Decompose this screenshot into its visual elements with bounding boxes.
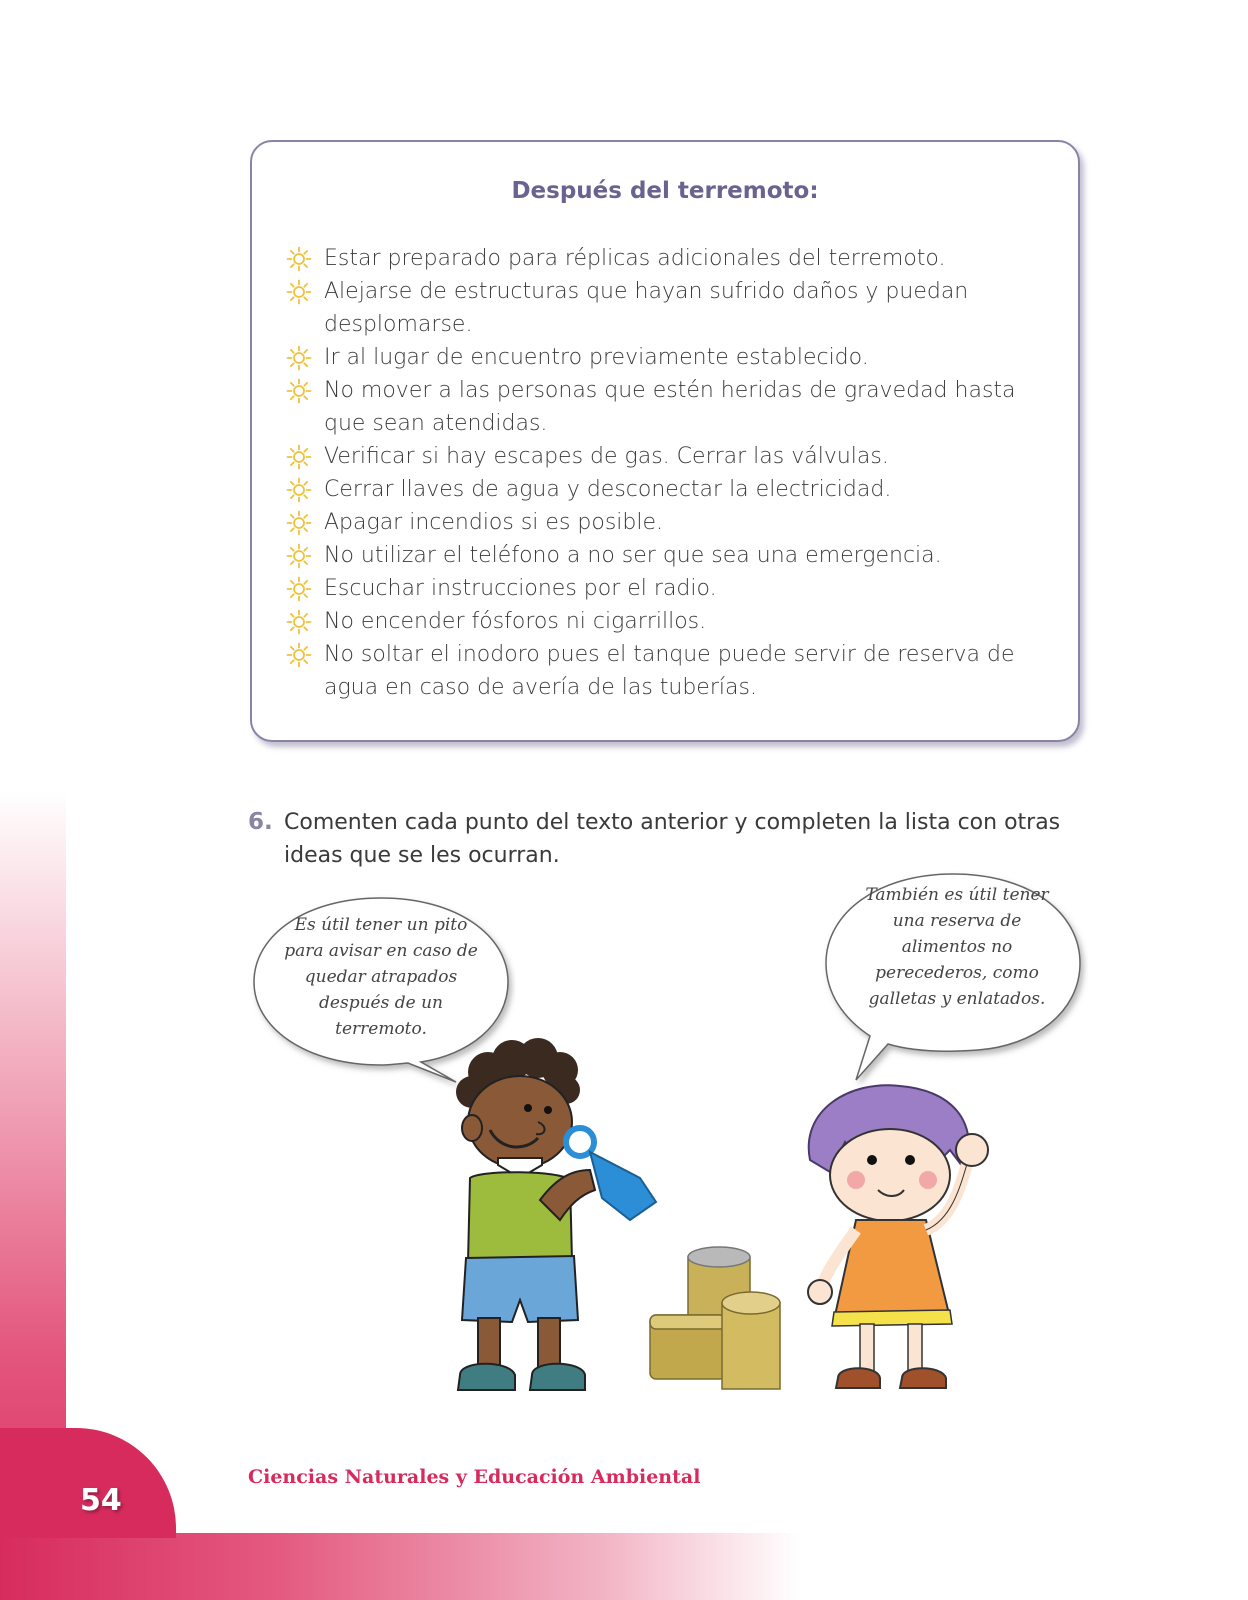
box-title: Después del terremoto:	[511, 178, 819, 204]
girl-waving-illustration	[790, 1080, 1010, 1410]
question-number: 6.	[248, 809, 273, 835]
canned-food-illustration	[640, 1245, 790, 1405]
tip-text: No soltar el inodoro pues el tanque puede servir de reserva de agua en caso de avería de las tuberías.	[324, 642, 1015, 700]
tip-text: No mover a las personas que estén heridas de gravedad hasta que sean atendidas.	[324, 378, 1016, 436]
question-6	[248, 806, 1088, 872]
boy-bubble-text: Es útil tener un pito para avisar en caso de quedar atrapados después de un terremoto.	[284, 915, 478, 1039]
tip-text: Escuchar instrucciones por el radio.	[324, 576, 717, 601]
question-text: Comenten cada punto del texto anterior y completen la lista con otras ideas que se les ocurran.	[284, 810, 1061, 868]
sun-bullet-icon	[286, 345, 312, 371]
bottom-gradient-band	[0, 1533, 800, 1600]
list-item	[284, 638, 1024, 704]
tip-text: Cerrar llaves de agua y desconectar la electricidad.	[324, 477, 892, 502]
girl-bubble-text: También es útil tener una reserva de alimentos no perecederos, como galletas y enlatados.	[865, 885, 1049, 1009]
list-item	[284, 341, 1024, 374]
tip-list	[284, 242, 1024, 704]
tip-text: Ir al lugar de encuentro previamente establecido.	[324, 345, 869, 370]
tip-text: Apagar incendios si es posible.	[324, 510, 664, 535]
footer-subject: Ciencias Naturales y Educación Ambiental	[248, 1466, 701, 1488]
list-item	[284, 473, 1024, 506]
sun-bullet-icon	[286, 609, 312, 635]
girl-speech-bubble	[818, 868, 1088, 1088]
list-item	[284, 506, 1024, 539]
sun-bullet-icon	[286, 444, 312, 470]
sun-bullet-icon	[286, 246, 312, 272]
sun-bullet-icon	[286, 378, 312, 404]
list-item	[284, 374, 1024, 440]
list-item	[284, 605, 1024, 638]
page-number: 54	[80, 1483, 122, 1518]
sun-bullet-icon	[286, 279, 312, 305]
tip-text: No encender fósforos ni cigarrillos.	[324, 609, 707, 634]
list-item	[284, 572, 1024, 605]
list-item	[284, 242, 1024, 275]
sun-bullet-icon	[286, 642, 312, 668]
tip-text: Verificar si hay escapes de gas. Cerrar las válvulas.	[324, 444, 889, 469]
sun-bullet-icon	[286, 510, 312, 536]
sun-bullet-icon	[286, 477, 312, 503]
after-earthquake-box	[250, 140, 1080, 742]
tip-text: Estar preparado para réplicas adicionales del terremoto.	[324, 246, 946, 271]
tip-text: No utilizar el teléfono a no ser que sea una emergencia.	[324, 543, 942, 568]
sun-bullet-icon	[286, 543, 312, 569]
tip-text: Alejarse de estructuras que hayan sufrido daños y puedan desplomarse.	[324, 279, 969, 337]
list-item	[284, 440, 1024, 473]
sun-bullet-icon	[286, 576, 312, 602]
list-item	[284, 275, 1024, 341]
list-item	[284, 539, 1024, 572]
